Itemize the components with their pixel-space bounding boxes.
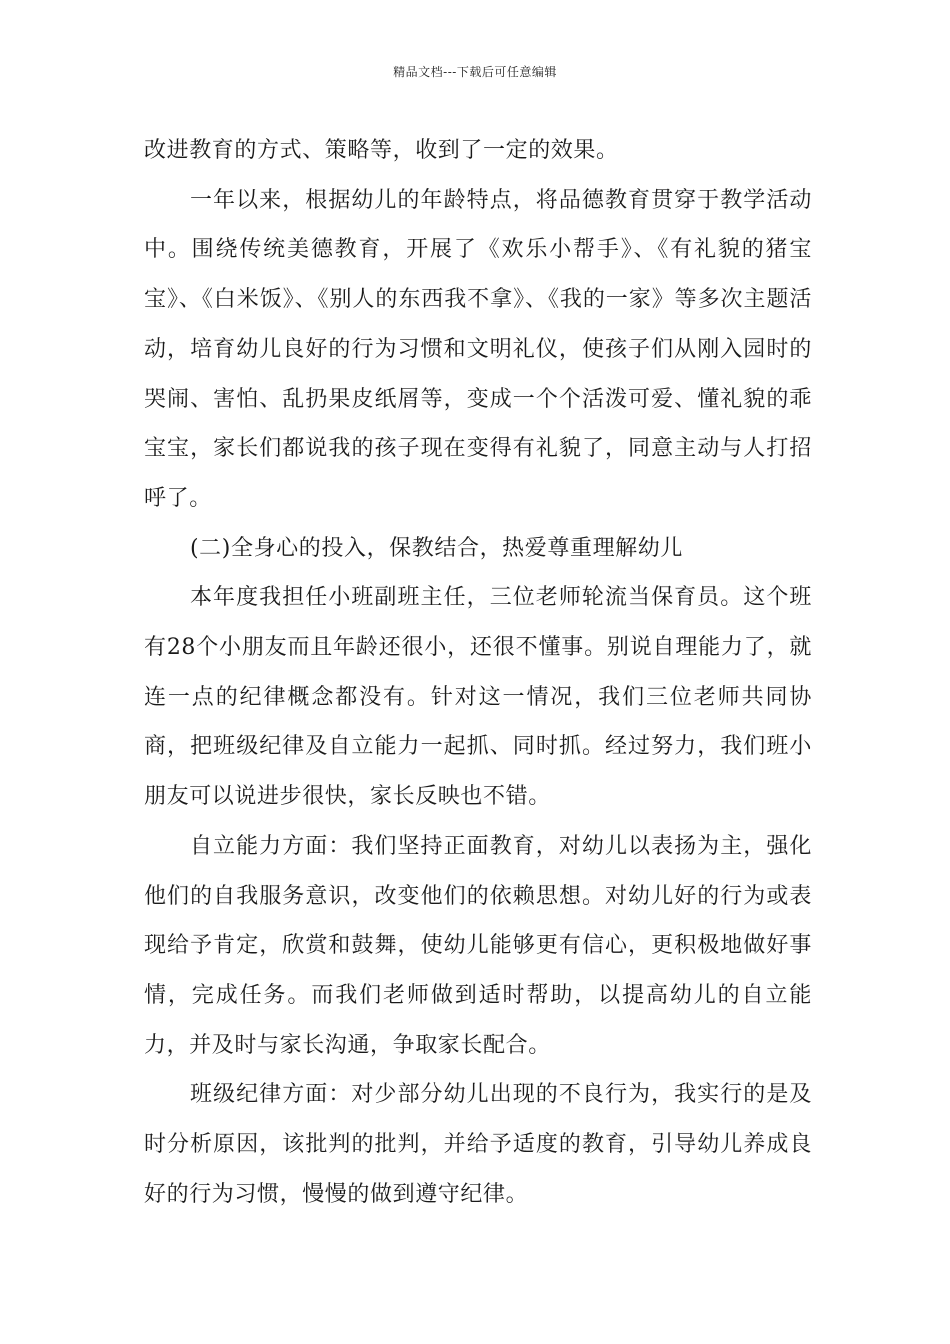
paragraph-self-reliance: 自立能力方面：我们坚持正面教育，对幼儿以表扬为主，强化他们的自我服务意识，改变他们的依赖思想。对幼儿好的行为或表现给予肯定，欣赏和鼓舞，使幼儿能够更有信心，更积极地做好事情，完成任务。而我们老师做到适时帮助，以提高幼儿的自立能力，并及时与家长沟通，争取家长配合。 bbox=[144, 833, 812, 1058]
paragraph-continuation: 改进教育的方式、策略等，收到了一定的效果。 bbox=[144, 138, 619, 163]
paragraph-class-discipline: 班级纪律方面：对少部分幼儿出现的不良行为，我实行的是及时分析原因，该批判的批判，并给予适度的教育，引导幼儿养成良好的行为习惯，慢慢的做到遵守纪律。 bbox=[144, 1082, 812, 1207]
document-body bbox=[144, 126, 812, 1219]
paragraph-class-management: 本年度我担任小班副班主任，三位老师轮流当保育员。这个班有28个小朋友而且年龄还很小，还很不懂事。别说自理能力了，就连一点的纪律概念都没有。针对这一情况，我们三位老师共同协商，把班级纪律及自立能力一起抓、同时抓。经过努力，我们班小朋友可以说进步很快，家长反映也不错。 bbox=[144, 585, 812, 810]
paragraph-moral-education: 一年以来，根据幼儿的年龄特点，将品德教育贯穿于教学活动中。围绕传统美德教育，开展了《欢乐小帮手》、《有礼貌的猪宝宝》、《白米饭》、《别人的东西我不拿》、《我的一家》等多次主题活动，培育幼儿良好的行为习惯和文明礼仪，使孩子们从刚入园时的哭闹、害怕、乱扔果皮纸屑等，变成一个个活泼可爱、懂礼貌的乖宝宝，家长们都说我的孩子现在变得有礼貌了，同意主动与人打招呼了。 bbox=[144, 187, 812, 511]
section-heading-care-education: (二)全身心的投入，保教结合，热爱尊重理解幼儿 bbox=[190, 535, 683, 561]
page-header: 精品文档---下载后可任意编辑 bbox=[393, 65, 557, 79]
